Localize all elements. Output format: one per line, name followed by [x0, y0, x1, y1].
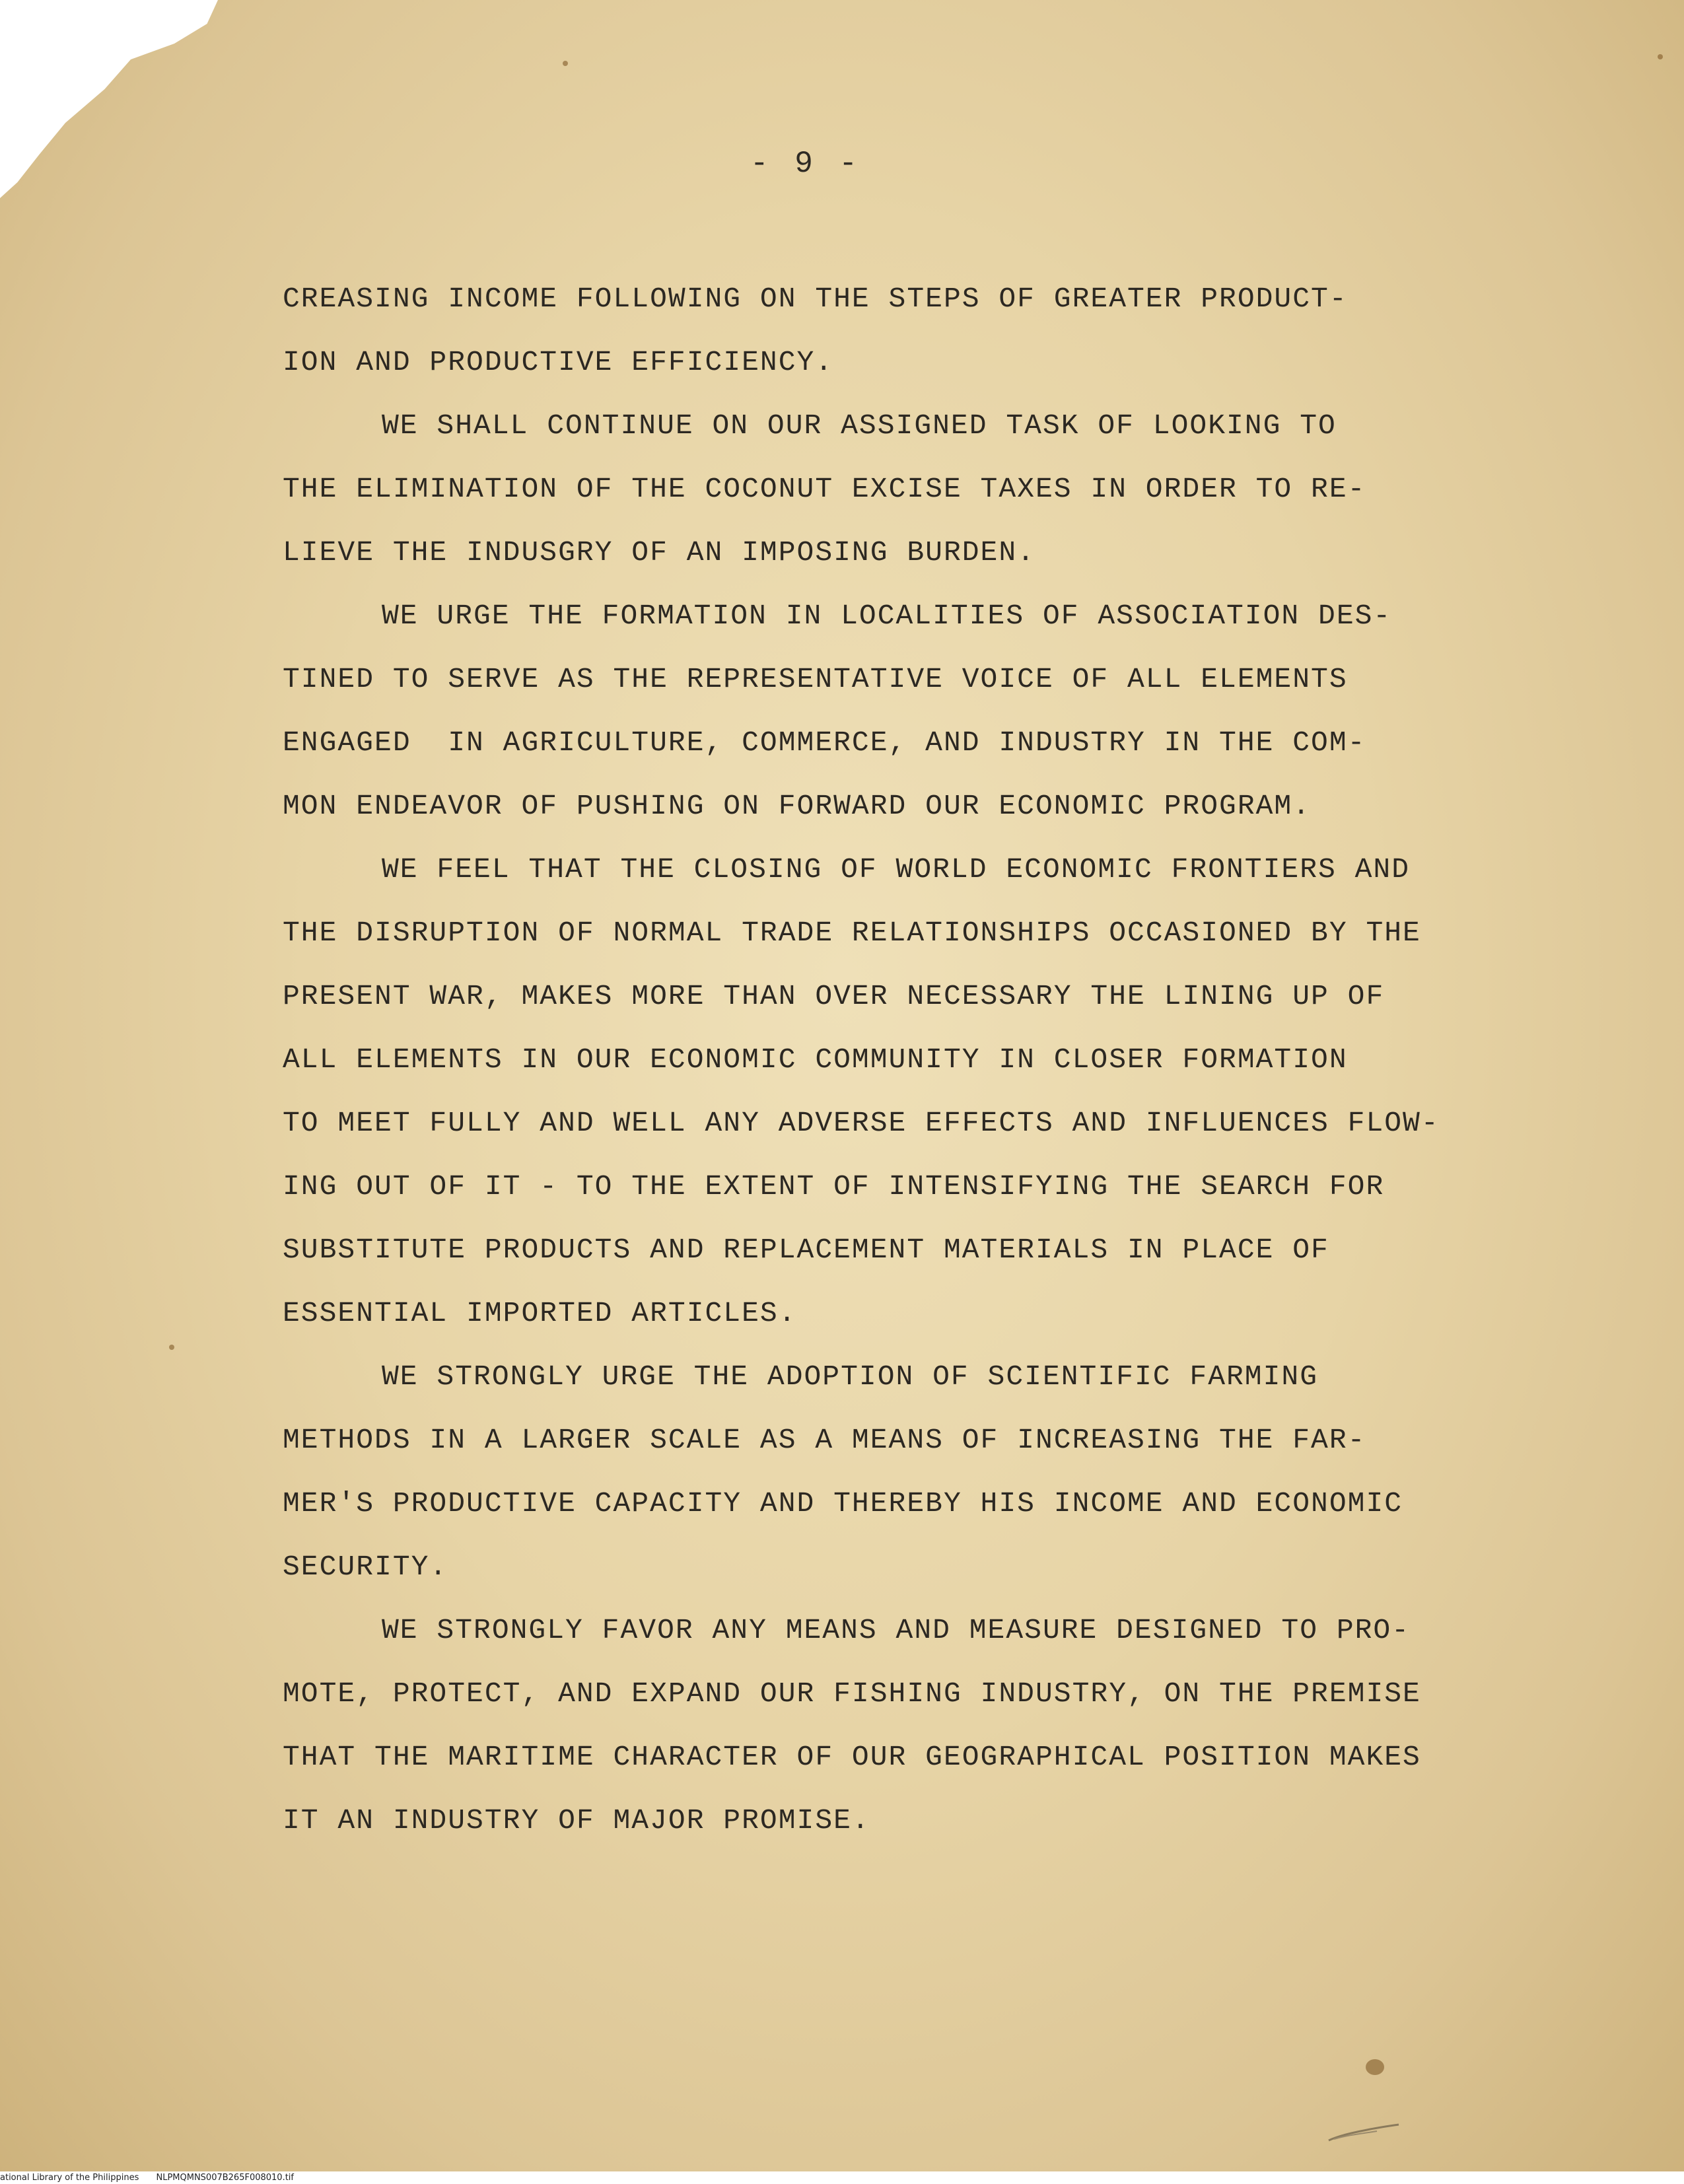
- text-line: PRESENT WAR, MAKES MORE THAN OVER NECESSARY THE LINING UP OF: [283, 980, 1385, 1012]
- text-line: IT AN INDUSTRY OF MAJOR PROMISE.: [283, 1804, 870, 1837]
- text-line: LIEVE THE INDUSGRY OF AN IMPOSING BURDEN.: [283, 536, 1035, 569]
- paragraph-2: [283, 394, 1551, 584]
- ink-dot: [1658, 54, 1663, 59]
- text-line: TO MEET FULLY AND WELL ANY ADVERSE EFFECTS AND INFLUENCES FLOW-: [283, 1107, 1440, 1139]
- text-line: SUBSTITUTE PRODUCTS AND REPLACEMENT MATERIALS IN PLACE OF: [283, 1234, 1329, 1266]
- text-line: MOTE, PROTECT, AND EXPAND OUR FISHING INDUSTRY, ON THE PREMISE: [283, 1677, 1421, 1710]
- ink-dot: [563, 61, 568, 66]
- page-number: - 9 -: [750, 147, 862, 181]
- paragraph-1: [283, 267, 1551, 394]
- scan-footer: [0, 2171, 1684, 2184]
- paragraph-6: [283, 1599, 1551, 1852]
- text-line: ALL ELEMENTS IN OUR ECONOMIC COMMUNITY IN CLOSER FORMATION: [283, 1043, 1348, 1076]
- text-line: ION AND PRODUCTIVE EFFICIENCY.: [283, 346, 834, 378]
- pencil-scribble: [1327, 2123, 1400, 2143]
- text-line: THE ELIMINATION OF THE COCONUT EXCISE TAXES IN ORDER TO RE-: [283, 473, 1366, 505]
- text-line: WE SHALL CONTINUE ON OUR ASSIGNED TASK OF LOOKING TO: [382, 409, 1337, 442]
- text-line: ING OUT OF IT - TO THE EXTENT OF INTENSIFYING THE SEARCH FOR: [283, 1170, 1385, 1203]
- text-line: SECURITY.: [283, 1551, 448, 1583]
- text-line: WE FEEL THAT THE CLOSING OF WORLD ECONOMIC FRONTIERS AND: [382, 853, 1411, 886]
- text-line: TINED TO SERVE AS THE REPRESENTATIVE VOICE OF ALL ELEMENTS: [283, 663, 1348, 695]
- text-line: ESSENTIAL IMPORTED ARTICLES.: [283, 1297, 797, 1329]
- library-credit: ational Library of the Philippines: [0, 2173, 139, 2183]
- text-line: THE DISRUPTION OF NORMAL TRADE RELATIONSHIPS OCCASIONED BY THE: [283, 917, 1421, 949]
- document-body: [283, 267, 1551, 1852]
- ink-stain: [1366, 2059, 1384, 2075]
- text-line: CREASING INCOME FOLLOWING ON THE STEPS OF GREATER PRODUCT-: [283, 283, 1348, 315]
- paragraph-5: [283, 1345, 1551, 1599]
- ink-dot: [169, 1345, 174, 1350]
- paragraph-4: [283, 838, 1551, 1345]
- text-line: WE STRONGLY FAVOR ANY MEANS AND MEASURE DESIGNED TO PRO-: [382, 1614, 1411, 1646]
- text-line: MON ENDEAVOR OF PUSHING ON FORWARD OUR ECONOMIC PROGRAM.: [283, 790, 1312, 822]
- text-line: THAT THE MARITIME CHARACTER OF OUR GEOGRAPHICAL POSITION MAKES: [283, 1741, 1421, 1773]
- text-line: MER'S PRODUCTIVE CAPACITY AND THEREBY HIS INCOME AND ECONOMIC: [283, 1487, 1403, 1520]
- text-line: METHODS IN A LARGER SCALE AS A MEANS OF INCREASING THE FAR-: [283, 1424, 1366, 1456]
- paragraph-3: [283, 584, 1551, 838]
- text-line: WE STRONGLY URGE THE ADOPTION OF SCIENTIFIC FARMING: [382, 1360, 1319, 1393]
- text-line: ENGAGED IN AGRICULTURE, COMMERCE, AND INDUSTRY IN THE COM-: [283, 726, 1366, 759]
- file-identifier: NLPMQMNS007B265F008010.tif: [156, 2173, 294, 2183]
- text-line: WE URGE THE FORMATION IN LOCALITIES OF ASSOCIATION DES-: [382, 600, 1392, 632]
